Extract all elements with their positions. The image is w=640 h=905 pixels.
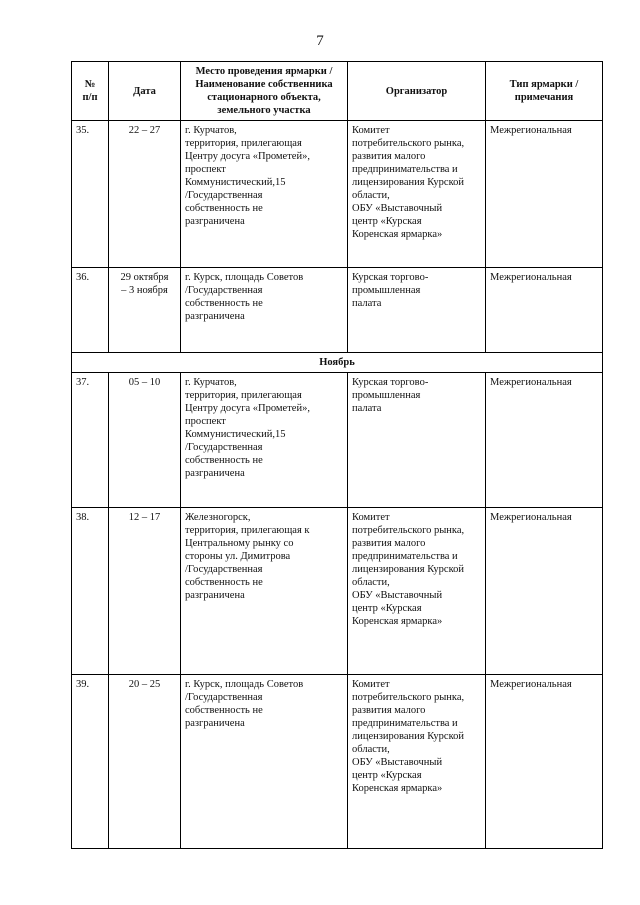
row-place-line: Коммунистический,15 (185, 177, 286, 188)
row-date (109, 675, 181, 849)
row-organizer-line: палата (352, 403, 382, 414)
page-number: 7 (316, 33, 324, 49)
row-date-line: 05 – 10 (128, 377, 161, 388)
row-organizer-line: ОБУ «Выставочный (352, 203, 443, 214)
row-place (181, 268, 348, 353)
row-organizer-line: области, (352, 190, 390, 201)
row-organizer-line: Комитет (352, 125, 390, 136)
row-organizer-line: Коренская ярмарка» (352, 229, 443, 240)
row-organizer-line: развития малого (352, 538, 426, 549)
table-row (72, 268, 603, 353)
row-place-line: Центру досуга «Прометей», (185, 151, 310, 162)
row-date (109, 373, 181, 508)
row-organizer-line: Курская торгово- (352, 272, 429, 283)
row-organizer-line: Комитет (352, 679, 390, 690)
row-place-line: Центру досуга «Прометей», (185, 403, 310, 414)
row-date (109, 268, 181, 353)
row-organizer-line: Коренская ярмарка» (352, 616, 443, 627)
header-number (72, 62, 109, 121)
table-row (72, 675, 603, 849)
row-date-line: – 3 ноября (121, 285, 168, 296)
row-organizer-line: лицензирования Курской (352, 564, 465, 575)
row-organizer-line: ОБУ «Выставочный (352, 757, 443, 768)
header-place-line: Место проведения ярмарки / (195, 66, 333, 77)
row-organizer-line: палата (352, 298, 382, 309)
row-type: Межрегиональная (486, 121, 603, 268)
row-number: 39. (72, 675, 109, 849)
row-organizer (348, 675, 486, 849)
row-type: Межрегиональная (486, 508, 603, 675)
row-number: 35. (72, 121, 109, 268)
row-place-line: Центральному рынку со (185, 538, 294, 549)
table-row (72, 373, 603, 508)
row-organizer (348, 373, 486, 508)
row-place-line: территория, прилегающая (185, 390, 302, 401)
section-row (72, 353, 603, 373)
row-date (109, 508, 181, 675)
row-place-line: разграничена (185, 590, 245, 601)
row-organizer-line: центр «Курская (352, 770, 422, 781)
header-organizer: Организатор (348, 62, 486, 121)
row-number: 38. (72, 508, 109, 675)
row-organizer-line: промышленная (352, 285, 421, 296)
row-place-line: разграничена (185, 468, 245, 479)
table-row (72, 508, 603, 675)
header-place-line: стационарного объекта, (207, 92, 321, 103)
row-number: 36. (72, 268, 109, 353)
row-organizer-line: потребительского рынка, (352, 138, 465, 149)
row-place-line: /Государственная (185, 285, 263, 296)
row-place-line: г. Курчатов, (185, 377, 237, 388)
header-place (181, 62, 348, 121)
row-place-line: собственность не (185, 577, 263, 588)
row-organizer-line: предпринимательства и (352, 164, 458, 175)
header-type-line: Тип ярмарки / (509, 79, 579, 90)
header-type (486, 62, 603, 121)
table-header-row (72, 62, 603, 121)
row-organizer-line: потребительского рынка, (352, 692, 465, 703)
row-organizer-line: лицензирования Курской (352, 731, 465, 742)
row-date-line: 12 – 17 (128, 512, 161, 523)
row-place-line: разграничена (185, 718, 245, 729)
row-organizer-line: центр «Курская (352, 216, 422, 227)
row-number: 37. (72, 373, 109, 508)
header-number-line: № (84, 79, 96, 90)
row-place-line: разграничена (185, 311, 245, 322)
row-organizer-line: предпринимательства и (352, 718, 458, 729)
row-type: Межрегиональная (486, 675, 603, 849)
row-organizer (348, 121, 486, 268)
row-place-line: территория, прилегающая (185, 138, 302, 149)
row-place-line: Железногорск, (185, 512, 251, 523)
row-place (181, 508, 348, 675)
row-organizer-line: предпринимательства и (352, 551, 458, 562)
row-place-line: территория, прилегающая к (185, 525, 310, 536)
row-organizer (348, 508, 486, 675)
table-row (72, 121, 603, 268)
header-date: Дата (109, 62, 181, 121)
row-organizer (348, 268, 486, 353)
row-organizer-line: лицензирования Курской (352, 177, 465, 188)
row-place-line: собственность не (185, 455, 263, 466)
row-organizer-line: центр «Курская (352, 603, 422, 614)
row-date (109, 121, 181, 268)
header-number-line: п/п (82, 92, 98, 103)
row-organizer-line: Коренская ярмарка» (352, 783, 443, 794)
row-organizer-line: ОБУ «Выставочный (352, 590, 443, 601)
row-organizer-line: Курская торгово- (352, 377, 429, 388)
row-place-line: г. Курск, площадь Советов (185, 679, 304, 690)
row-place-line: /Государственная (185, 442, 263, 453)
row-place-line: /Государственная (185, 692, 263, 703)
row-date-line: 20 – 25 (128, 679, 161, 690)
row-place-line: /Государственная (185, 564, 263, 575)
row-organizer-line: области, (352, 744, 390, 755)
row-organizer-line: области, (352, 577, 390, 588)
row-place-line: собственность не (185, 705, 263, 716)
section-title: Ноябрь (72, 353, 603, 373)
header-place-line: Наименование собственника (195, 79, 333, 90)
row-place-line: проспект (185, 416, 226, 427)
row-place-line: стороны ул. Димитрова (185, 551, 291, 562)
row-place (181, 121, 348, 268)
row-organizer-line: Комитет (352, 512, 390, 523)
row-date-line: 29 октября (120, 272, 169, 283)
row-type: Межрегиональная (486, 268, 603, 353)
row-place-line: собственность не (185, 203, 263, 214)
row-organizer-line: потребительского рынка, (352, 525, 465, 536)
fair-schedule-table (71, 61, 603, 849)
row-place-line: г. Курск, площадь Советов (185, 272, 304, 283)
row-place-line: разграничена (185, 216, 245, 227)
row-place-line: г. Курчатов, (185, 125, 237, 136)
row-date-line: 22 – 27 (128, 125, 161, 136)
row-type: Межрегиональная (486, 373, 603, 508)
row-place-line: собственность не (185, 298, 263, 309)
row-place (181, 675, 348, 849)
header-type-line: примечания (514, 92, 574, 103)
row-place-line: Коммунистический,15 (185, 429, 286, 440)
row-organizer-line: развития малого (352, 705, 426, 716)
row-place-line: проспект (185, 164, 226, 175)
row-place (181, 373, 348, 508)
row-place-line: /Государственная (185, 190, 263, 201)
row-organizer-line: развития малого (352, 151, 426, 162)
header-place-line: земельного участка (217, 105, 311, 116)
row-organizer-line: промышленная (352, 390, 421, 401)
